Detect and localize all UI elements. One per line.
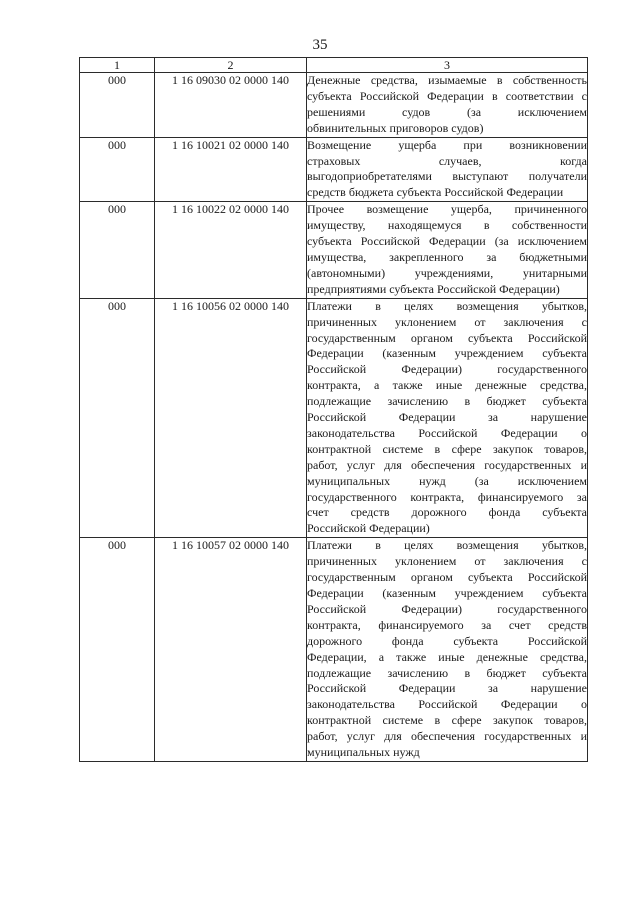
income-description-cell bbox=[307, 137, 588, 202]
description-line: (автономными) учреждениями, унитарными bbox=[307, 265, 587, 280]
description-line: причиненных уклонением от заключения с bbox=[307, 314, 587, 329]
admin-code-cell: 000 bbox=[80, 137, 155, 202]
description-line: Возмещение ущерба при возникновении bbox=[307, 137, 587, 152]
income-description-cell bbox=[307, 202, 588, 298]
page-number: 35 bbox=[312, 37, 328, 53]
description-line: Федерации (казенным учреждением субъекта bbox=[307, 586, 587, 600]
description-line: Российской Федерации за нарушение bbox=[307, 410, 587, 425]
description-line: государственного контракта, финансируемого за bbox=[307, 489, 587, 504]
budget-classification-code-cell: 1 16 10022 02 0000 140 bbox=[155, 202, 307, 298]
description-line: Прочее возмещение ущерба, причиненного bbox=[307, 202, 587, 217]
description-line: подлежащие зачислению в бюджет субъекта bbox=[307, 394, 587, 409]
column-header-3: 3 bbox=[307, 58, 588, 73]
description-line: Федерации (казенным учреждением субъекта bbox=[307, 346, 587, 361]
description-line: Федерации, а также иные денежные средства, bbox=[307, 649, 587, 664]
description-line: причиненных уклонением от заключения с bbox=[307, 554, 587, 569]
description-line: страховых случаев, когда bbox=[307, 153, 587, 168]
description-line: Платежи в целях возмещения убытков, bbox=[307, 298, 587, 313]
budget-code-table bbox=[79, 57, 588, 762]
budget-classification-code-cell: 1 16 10021 02 0000 140 bbox=[155, 137, 307, 202]
description-line: Платежи в целях возмещения убытков, bbox=[307, 538, 587, 553]
admin-code-cell: 000 bbox=[80, 298, 155, 538]
description-line: счет средств дорожного фонда субъекта bbox=[307, 505, 587, 520]
description-line: работ, услуг для обеспечения государственных и bbox=[307, 457, 587, 472]
description-line: Российской Федерации) государственного bbox=[307, 601, 587, 616]
table-body bbox=[80, 73, 588, 762]
table-row bbox=[80, 202, 588, 298]
budget-classification-code-cell: 1 16 10056 02 0000 140 bbox=[155, 298, 307, 538]
description-line: имущества, закрепленного за бюджетными bbox=[307, 249, 587, 264]
description-line: выгодоприобретателями выступают получатели bbox=[307, 169, 587, 184]
admin-code-cell: 000 bbox=[80, 73, 155, 138]
table-header-row bbox=[80, 58, 588, 73]
description-line: имуществу, находящемуся в собственности bbox=[307, 218, 587, 233]
description-line: подлежащие зачислению в бюджет субъекта bbox=[307, 665, 587, 680]
description-line: контракта, а также иные денежные средства, bbox=[307, 378, 587, 393]
description-line: муниципальных нужд bbox=[307, 745, 420, 760]
column-header-1: 1 bbox=[80, 58, 155, 73]
admin-code-cell: 000 bbox=[80, 538, 155, 762]
description-line: работ, услуг для обеспечения государственных и bbox=[307, 729, 587, 744]
table-row bbox=[80, 73, 588, 138]
description-line: контрактной системе в сфере закупок товаров, bbox=[307, 713, 587, 728]
description-line: Российской Федерации за нарушение bbox=[307, 681, 587, 696]
admin-code-cell: 000 bbox=[80, 202, 155, 298]
description-line: субъекта Российской Федерации в соответствии с bbox=[307, 88, 587, 103]
income-description-cell bbox=[307, 298, 588, 538]
table-row bbox=[80, 137, 588, 202]
description-line: законодательства Российской Федерации о bbox=[307, 425, 587, 440]
description-line: субъекта Российской Федерации (за исключением bbox=[307, 234, 587, 249]
table-row bbox=[80, 538, 588, 762]
description-line: решениями судов (за исключением bbox=[307, 104, 587, 119]
column-header-2: 2 bbox=[155, 58, 307, 73]
description-line: государственным органом субъекта Российской bbox=[307, 570, 587, 585]
budget-classification-code-cell: 1 16 09030 02 0000 140 bbox=[155, 73, 307, 138]
description-line: дорожного фонда субъекта Российской bbox=[307, 633, 587, 648]
description-line: предприятиями субъекта Российской Федерации) bbox=[307, 281, 560, 296]
budget-classification-code-cell: 1 16 10057 02 0000 140 bbox=[155, 538, 307, 762]
description-line: контракта, финансируемого за счет средств bbox=[307, 617, 587, 632]
description-line: Российской Федерации) государственного bbox=[307, 362, 587, 377]
table-row bbox=[80, 298, 588, 538]
description-line: законодательства Российской Федерации о bbox=[307, 697, 587, 712]
income-description-cell bbox=[307, 73, 588, 138]
income-description-cell bbox=[307, 538, 588, 762]
description-line: контрактной системе в сфере закупок товаров, bbox=[307, 441, 587, 456]
description-line: муниципальных нужд (за исключением bbox=[307, 473, 587, 488]
description-line: Денежные средства, изымаемые в собственность bbox=[307, 73, 587, 87]
description-line: обвинительных приговоров судов) bbox=[307, 120, 484, 135]
description-line: средств бюджета субъекта Российской Федерации bbox=[307, 185, 564, 200]
description-line: государственным органом субъекта Российской bbox=[307, 330, 587, 345]
description-line: Российской Федерации) bbox=[307, 521, 430, 536]
